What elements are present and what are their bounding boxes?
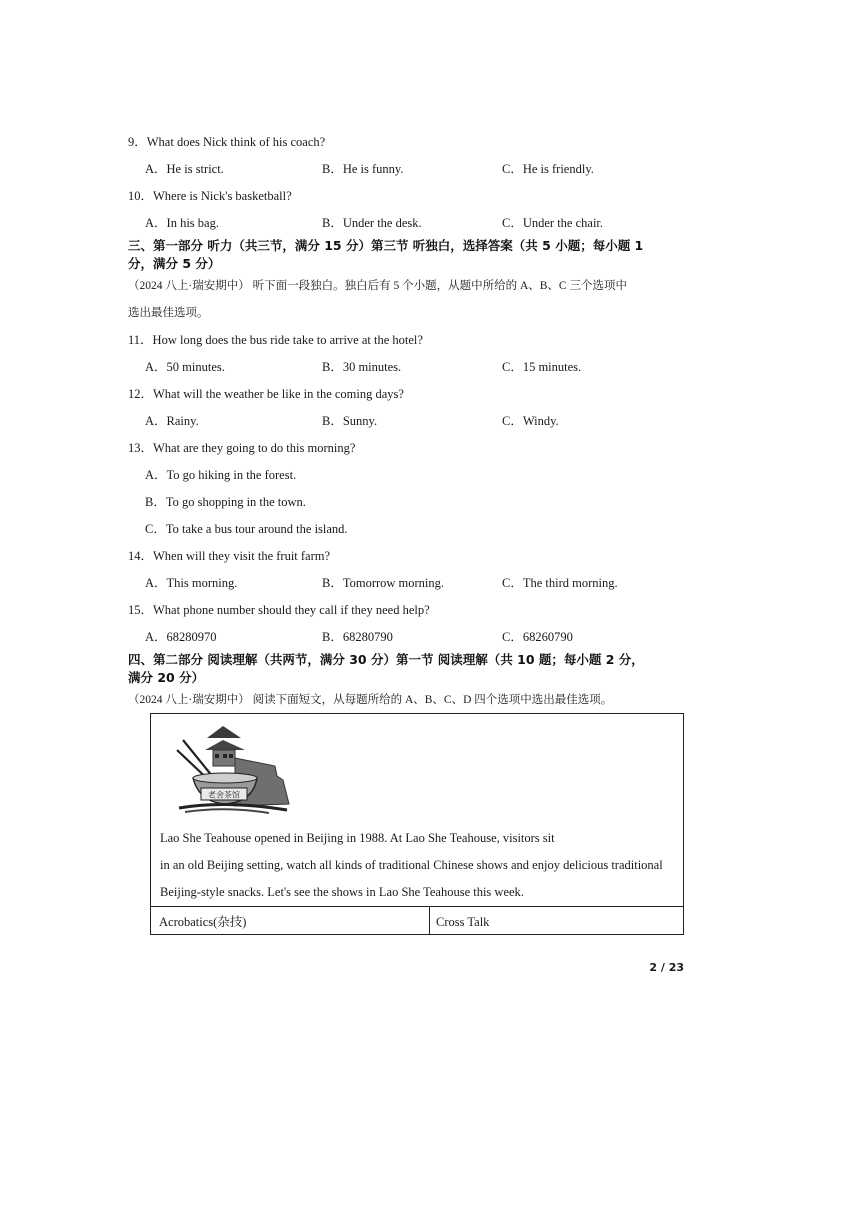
passage-line-1: Lao She Teahouse opened in Beijing in 1988. At Lao She Teahouse, visitors sit [160,831,555,845]
reading-passage-box [150,713,684,935]
table-top-border [151,906,683,907]
passage-line-3: Beijing-style snacks. Let's see the shows in Lao She Teahouse this week. [160,885,524,899]
table-column-divider [429,906,430,934]
question-9: 9．What does Nick think of his coach? [128,135,326,149]
question-15: 15．What phone number should they call if they need help? [128,603,430,617]
q11-option-a: A．50 minutes. [145,360,225,374]
question-14: 14．When will they visit the fruit farm? [128,549,331,563]
q9-option-a: A．He is strict. [145,162,224,176]
teahouse-sign-text: 老舍茶馆 [208,790,240,800]
q14-option-b: B．Tomorrow morning. [322,576,445,590]
section-3-heading [128,237,693,273]
q13-option-c: C．To take a bus tour around the island. [145,522,348,536]
q13-option-b: B．To go shopping in the town. [145,495,306,509]
q11-option-c: C．15 minutes. [502,360,582,374]
section-4-heading-line-2: 满分 20 分） [128,670,205,685]
q12-option-a: A．Rainy. [145,414,199,428]
q14-option-a: A．This morning. [145,576,238,590]
question-10: 10．Where is Nick's basketball? [128,189,292,203]
question-12: 12．What will the weather be like in the coming days? [128,387,404,401]
table-header-acrobatics: Acrobatics(杂技) [159,915,247,929]
q9-option-c: C．He is friendly. [502,162,594,176]
q12-option-c: C．Windy. [502,414,559,428]
question-11: 11．How long does the bus ride take to arrive at the hotel? [128,333,423,347]
q10-option-c: C．Under the chair. [502,216,604,230]
section-4-heading [128,651,693,687]
q9-option-b: B．He is funny. [322,162,404,176]
section-3-instruction-line-2: 选出最佳选项。 [128,307,209,319]
question-13: 13．What are they going to do this morning? [128,441,356,455]
q15-option-a: A．68280970 [145,630,217,644]
q10-option-a: A．In his bag. [145,216,219,230]
q10-option-b: B．Under the desk. [322,216,422,230]
q15-option-c: C．68260790 [502,630,573,644]
teahouse-illustration [165,720,299,816]
q13-option-a: A．To go hiking in the forest. [145,468,297,482]
section-4-instruction: （2024 八上·瑞安期中） 阅读下面短文，从每题所给的 A、B、C、D 四个选项中选出最佳选项。 [128,694,613,706]
page-number: 2 / 23 [649,961,684,974]
q14-option-c: C．The third morning. [502,576,618,590]
section-3-heading-line-1: 三、第一部分 听力（共三节，满分 15 分）第三节 听独白，选择答案（共 5 小题；每小题 1 [128,238,644,253]
q15-option-b: B．68280790 [322,630,393,644]
table-header-cross-talk: Cross Talk [436,915,490,929]
section-4-heading-line-1: 四、第二部分 阅读理解（共两节，满分 30 分）第一节 阅读理解（共 10 题；每小题 2 分， [128,652,644,667]
q12-option-b: B．Sunny. [322,414,378,428]
passage-line-2: in an old Beijing setting, watch all kinds of traditional Chinese shows and enjoy delicious traditional [160,858,663,872]
section-3-instruction-line-1: （2024 八上·瑞安期中） 听下面一段独白。独白后有 5 个小题，从题中所给的 A、B、C 三个选项中 [128,280,627,292]
q11-option-b: B．30 minutes. [322,360,402,374]
section-3-heading-line-2: 分，满分 5 分） [128,256,221,271]
